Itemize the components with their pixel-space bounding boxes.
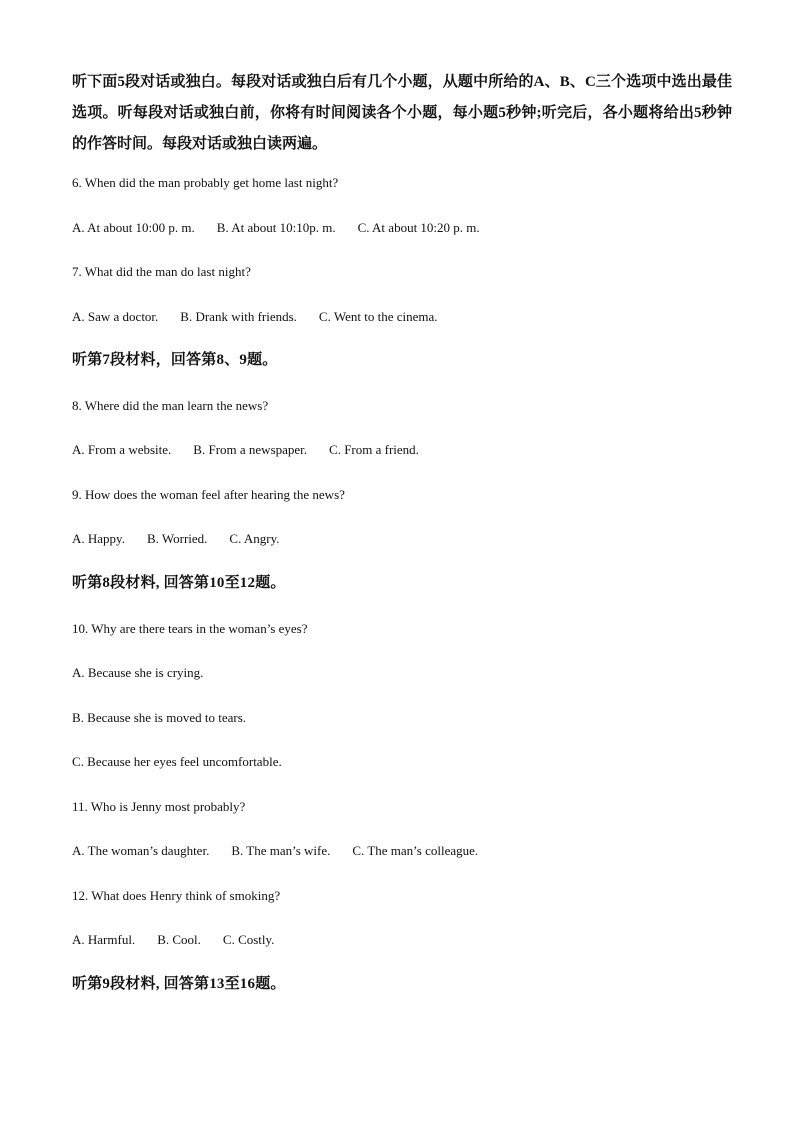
question-6: 6. When did the man probably get home last night? [72, 175, 339, 190]
option-c: C. Went to the cinema. [318, 309, 438, 324]
question-10-option-c: C. Because her eyes feel uncomfortable. [72, 754, 282, 769]
option-b: B. Cool. [157, 932, 201, 947]
option-c: C. The man’s colleague. [352, 843, 479, 858]
option-b: B. The man’s wife. [231, 843, 331, 858]
option-a: A. Harmful. [72, 932, 136, 947]
option-c: C. Angry. [229, 531, 280, 546]
question-9: 9. How does the woman feel after hearing the news? [72, 487, 345, 502]
option-c: C. From a friend. [329, 442, 419, 457]
question-7: 7. What did the man do last night? [72, 264, 251, 279]
question-8-options [72, 441, 419, 459]
option-b: B. At about 10:10p. m. [216, 220, 336, 235]
question-6-options [72, 219, 480, 237]
option-b: B. Worried. [146, 531, 208, 546]
section-7-heading: 听第7段材料，回答第8、9题。 [72, 352, 278, 368]
question-10: 10. Why are there tears in the woman’s eyes? [72, 621, 308, 636]
option-c: C. Costly. [222, 932, 275, 947]
option-a: A. From a website. [72, 442, 172, 457]
question-11: 11. Who is Jenny most probably? [72, 799, 246, 814]
question-12-options [72, 931, 274, 949]
question-7-options [72, 308, 438, 326]
option-a: A. Saw a doctor. [72, 309, 159, 324]
question-8: 8. Where did the man learn the news? [72, 398, 269, 413]
question-11-options [72, 842, 478, 860]
option-a: A. At about 10:00 p. m. [72, 220, 195, 235]
option-c: C. At about 10:20 p. m. [357, 220, 480, 235]
option-a: A. Happy. [72, 531, 125, 546]
option-b: B. Drank with friends. [180, 309, 297, 324]
question-9-options [72, 530, 280, 548]
question-10-option-a: A. Because she is crying. [72, 665, 204, 680]
section-8-heading: 听第8段材料, 回答第10至12题。 [72, 575, 286, 591]
section-9-heading: 听第9段材料, 回答第13至16题。 [72, 976, 286, 992]
option-b: B. From a newspaper. [193, 442, 308, 457]
listening-instructions: 听下面5段对话或独白。每段对话或独白后有几个小题，从题中所给的A、B、C三个选项中选出最佳选项。听每段对话或独白前，你将有时间阅读各个小题，每小题5秒钟;听完后，各小题将给出5秒钟的作答时间。每段对话或独白读两遍。 [72, 74, 732, 152]
option-a: A. The woman’s daughter. [72, 843, 210, 858]
question-12: 12. What does Henry think of smoking? [72, 888, 281, 903]
question-10-option-b: B. Because she is moved to tears. [72, 710, 247, 725]
